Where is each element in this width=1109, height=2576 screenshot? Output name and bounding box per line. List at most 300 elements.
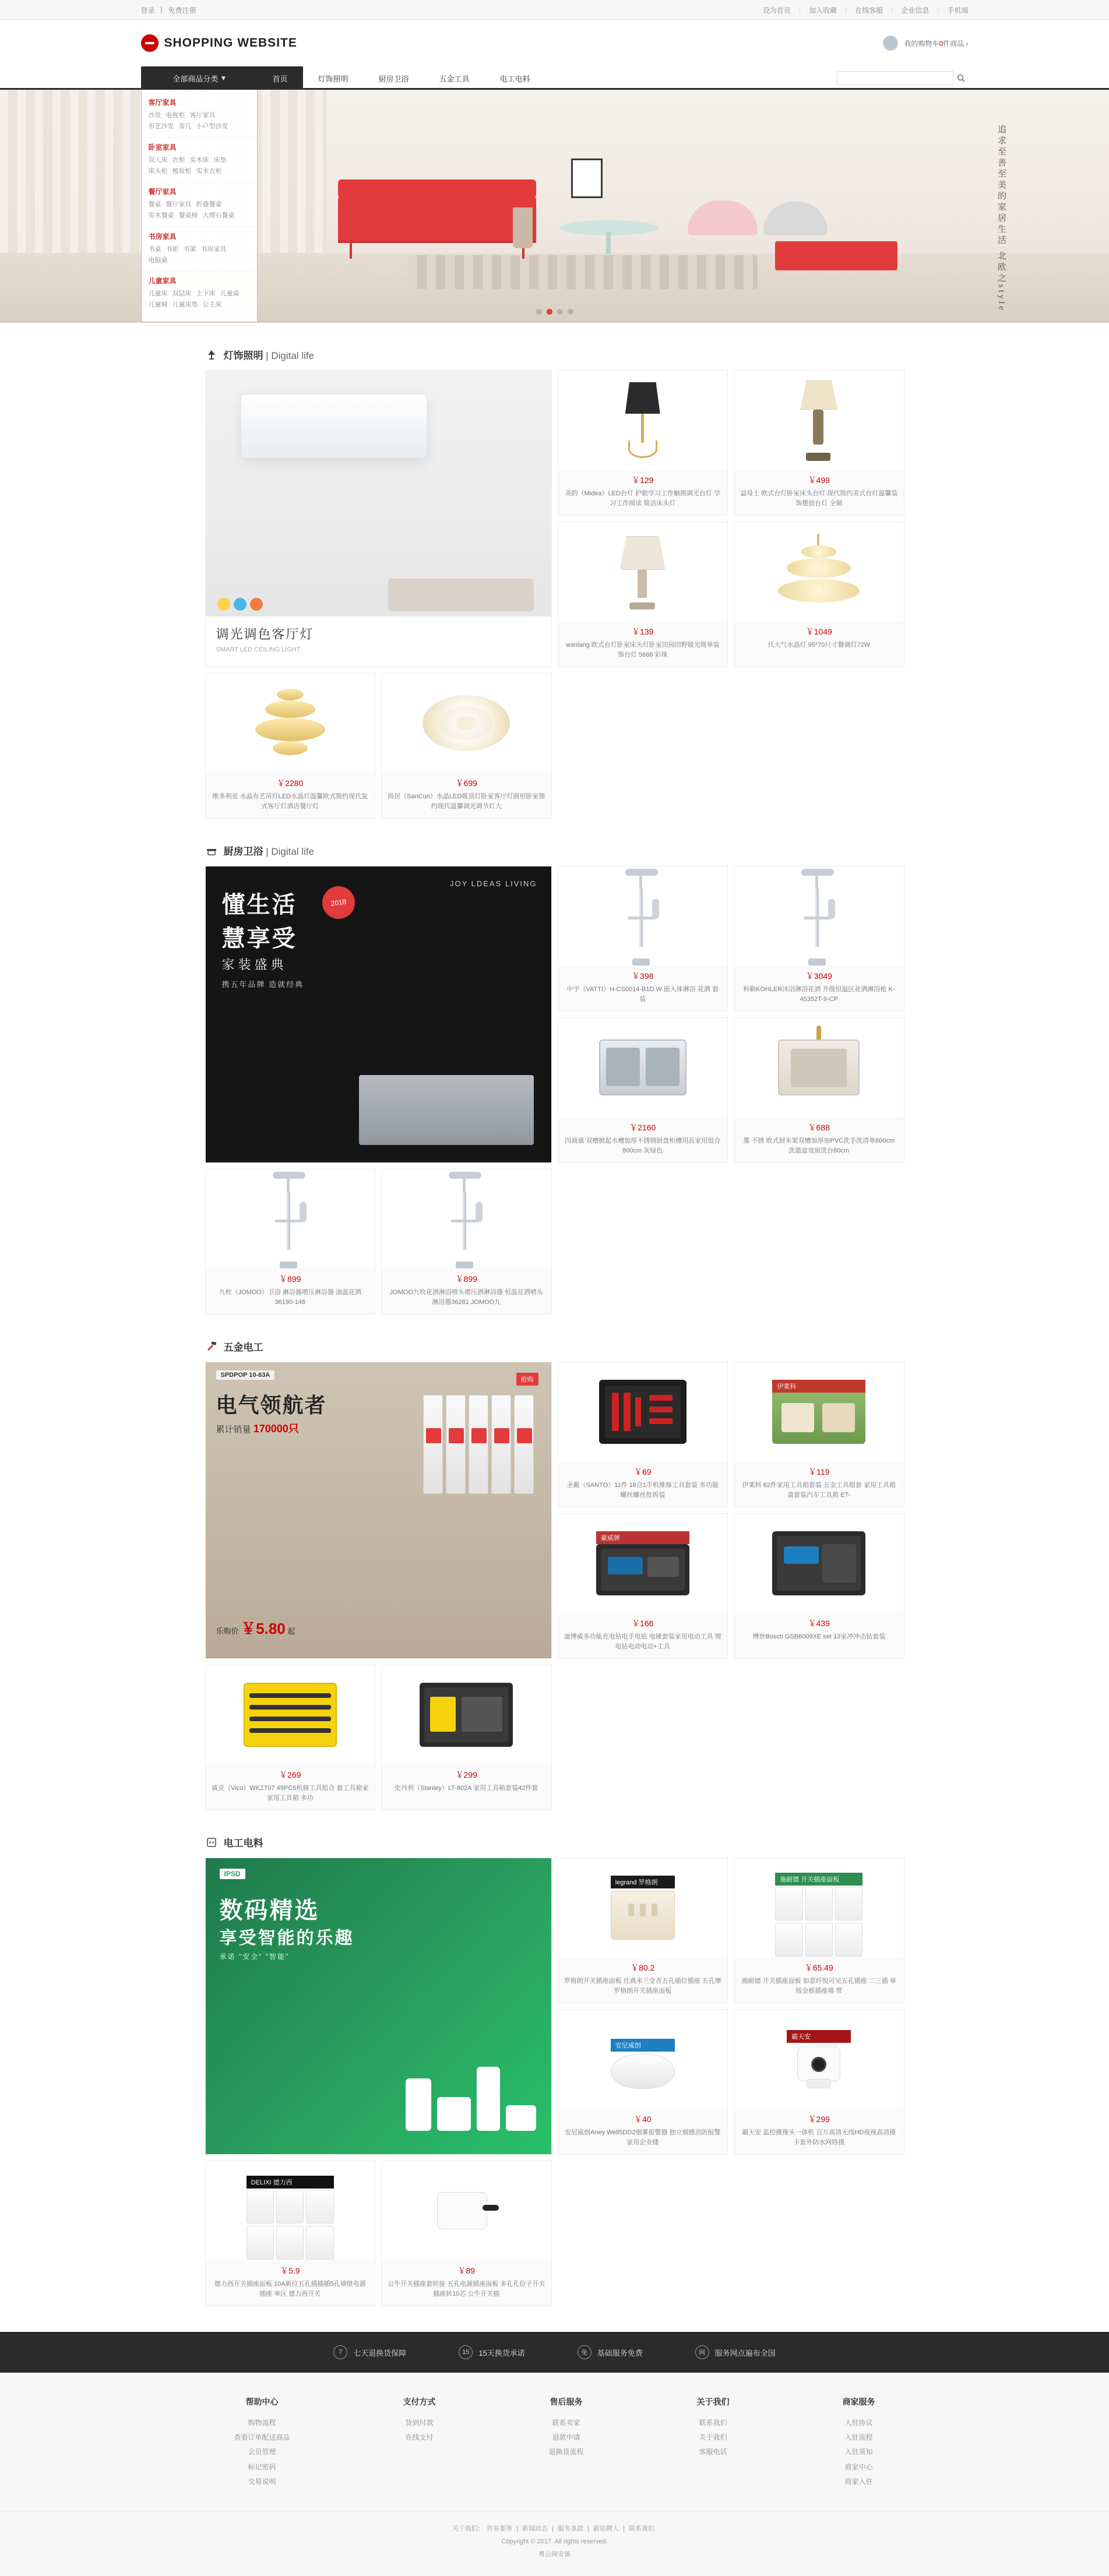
product-card[interactable]: [558, 370, 728, 516]
promo-elec-sub: 承诺 "安全" "智能": [219, 1953, 290, 1961]
product-desc: 威克（Vico）WKZT07 49PC5机修工具组合 套工具箱家 家用工具箱 多功: [212, 1785, 369, 1802]
footer-col-title: 商家服务: [842, 2397, 875, 2406]
product-info: [558, 965, 728, 1011]
section-kitchen-title-cn: 厨房卫浴: [223, 846, 263, 857]
footer-col-title: 支付方式: [403, 2397, 436, 2406]
product-desc: 施耐德 开关插座面板 如意纤悦可见五孔插座 二三插 单按金框插座墙 带: [741, 1978, 896, 1994]
promo-kitchen-line2: 慧享受: [221, 926, 297, 952]
service-label: 基础服务免费: [597, 2348, 643, 2357]
breaker-3-icon: [469, 1395, 488, 1494]
product-card[interactable]: [558, 2009, 728, 2155]
badge-1-icon: [217, 598, 230, 611]
product-desc: 墨 不锈 欧式厨米架双槽加厚加PVC洗手洗清单600cm洗篮盆宽厨洗台80cm: [743, 1137, 895, 1154]
product-card[interactable]: [558, 1017, 728, 1163]
socket-cell-icon: [276, 2190, 304, 2223]
section-lighting: [205, 323, 904, 819]
footer-col-payment: [403, 2396, 436, 2489]
cat-link-4-0[interactable]: 儿童床: [148, 290, 168, 297]
section-hardware-title: [224, 1339, 263, 1354]
single-sink-icon: [778, 1039, 860, 1095]
section-hardware-header: [205, 1334, 904, 1362]
hero-picture-frame: [571, 158, 603, 198]
category-title-bedroom[interactable]: 卧室家具: [148, 143, 177, 151]
power-strip-2-icon: [437, 2097, 471, 2131]
product-desc: 罗格朗开关插座面板 仕典米兰金杏五孔插位插座 五孔摩 罗格朗开关插座面板: [564, 1978, 721, 1994]
product-card[interactable]: [558, 521, 728, 667]
hero-dot-2[interactable]: [547, 309, 552, 315]
brand-strip: 施耐德 开关插座面板: [775, 1873, 862, 1886]
add-favorite-link[interactable]: 加入收藏: [809, 6, 837, 15]
product-info: [734, 1957, 904, 2003]
cat-link-2-2[interactable]: 折叠餐桌: [196, 201, 222, 208]
nav-items: [258, 66, 545, 90]
product-card[interactable]: [205, 1665, 376, 1810]
stanley-toolkit-icon: [420, 1683, 513, 1747]
footer-link[interactable]: 货到付款: [405, 2419, 434, 2427]
set-homepage-link[interactable]: 设为首页: [762, 6, 791, 15]
site-footer: [0, 2373, 1109, 2576]
footer-col-merchant: [842, 2396, 875, 2489]
promo-kitchen-sale-badge: 2018: [320, 884, 357, 921]
section-kitchen-header: [205, 838, 904, 866]
category-group-living: [142, 93, 257, 138]
product-card[interactable]: [734, 521, 904, 667]
product-card[interactable]: [205, 2161, 376, 2306]
plug-icon: [205, 1836, 218, 1849]
product-desc: 尚居（SanCun）水晶LED吸顶灯卧室客厅灯圆形卧室简约现代温馨调光调节灯大: [388, 793, 545, 810]
cat-link-1-4[interactable]: 床头柜: [148, 167, 168, 175]
promo-hardware-art: [206, 1362, 551, 1658]
cat-link-0-1[interactable]: 电视柜: [166, 112, 185, 119]
promo-electrical-art: [206, 1858, 551, 2154]
cart-link[interactable]: 我的购物车0件商品 ›: [904, 39, 969, 48]
section-electrical-grid: [205, 1858, 904, 2306]
exchange-icon: 15: [459, 2345, 473, 2359]
footer-link[interactable]: 会员管理: [248, 2448, 276, 2457]
product-image: [382, 2161, 551, 2260]
product-image: [382, 1665, 551, 1764]
footer-link[interactable]: 标记密码: [248, 2462, 276, 2471]
site-header: [0, 20, 1109, 66]
classic-lamp-icon: [617, 534, 669, 609]
cat-link-3-1[interactable]: 书柜: [166, 245, 179, 253]
hammer-icon: [205, 1340, 218, 1353]
nav-item-hardware[interactable]: 五金工具: [439, 74, 470, 83]
section-kitchen-title: [224, 843, 315, 858]
main-nav: [0, 66, 1109, 90]
product-image: [558, 1018, 728, 1117]
table-lamp-icon: [795, 379, 842, 461]
ceiling-lamp-icon: [423, 691, 510, 755]
product-card[interactable]: [734, 370, 904, 516]
product-info: [206, 1268, 375, 1314]
promo-banner-kitchen[interactable]: [205, 866, 552, 1163]
category-links-kids: [149, 288, 250, 311]
hero-banner[interactable]: [0, 90, 1109, 323]
cat-link-0-5[interactable]: 茶几: [178, 123, 192, 131]
product-info: [558, 1117, 728, 1162]
category-group-kids: [142, 272, 257, 316]
product-price: ￥119: [808, 1467, 830, 1476]
product-card[interactable]: [734, 1362, 904, 1507]
product-desc: 维多利亚 水晶布艺吊灯LED水晶灯温馨欧式简约现代复式客厅灯酒店餐厅灯: [212, 793, 368, 810]
section-lighting-title-en: | Digital life: [266, 350, 315, 361]
product-desc: 博世Bosch GSB6009XE set 13室冲冲击钻套装: [752, 1633, 886, 1640]
promo-banner-lighting[interactable]: [205, 370, 552, 667]
crystal-chandelier-icon: [252, 685, 328, 761]
socket-cell-icon: [276, 2226, 304, 2260]
service-label: 15天换货承诺: [478, 2348, 525, 2357]
promo-hw-brand: SPDPOP: [220, 1372, 248, 1379]
cat-link-0-0[interactable]: 沙发: [148, 112, 161, 119]
product-desc: 九枚（JOMOO）卫浴 淋浴器增压淋浴器 油温花洒36190-146: [219, 1289, 361, 1306]
shower-set-icon: [798, 866, 840, 965]
section-hardware-title-cn: 五金电工: [223, 1342, 263, 1353]
logo-icon: [141, 34, 159, 52]
product-image: [734, 1362, 904, 1461]
hero-dot-3[interactable]: [557, 309, 563, 315]
footer-bottom: [0, 2511, 1109, 2576]
footer-bottom-link[interactable]: 咨易要务: [487, 2525, 513, 2532]
section-lighting-grid: [205, 370, 904, 819]
product-card[interactable]: [734, 866, 904, 1012]
cat-link-1-3[interactable]: 床垫: [213, 156, 227, 164]
footer-link[interactable]: 商家入驻: [844, 2477, 873, 2486]
cat-link-3-4[interactable]: 电脑桌: [148, 256, 168, 264]
product-card[interactable]: [734, 1513, 904, 1659]
brand-strip: DELIXI 德力西: [247, 2176, 334, 2189]
product-card[interactable]: [558, 866, 728, 1012]
footer-link[interactable]: 交易说明: [248, 2477, 276, 2486]
product-price: ￥129: [632, 475, 654, 485]
product-card[interactable]: [558, 1513, 728, 1659]
brand-strip: legrand 罗格朗: [611, 1876, 675, 1888]
lamp-icon: [205, 348, 218, 361]
toolset-green-icon: [772, 1380, 865, 1444]
category-links-dining: [149, 199, 250, 222]
section-electrical: [205, 1810, 904, 2306]
sep-2: |: [845, 5, 847, 13]
hero-dot-1[interactable]: [536, 309, 542, 315]
footer-link[interactable]: 购物流程: [248, 2419, 276, 2427]
product-info: [382, 2260, 551, 2306]
mobile-link[interactable]: 手机端: [947, 6, 969, 15]
category-title-kids[interactable]: 儿童家具: [148, 277, 177, 285]
nav-item-kitchen-bath[interactable]: 厨房卫浴: [378, 74, 409, 83]
product-info: [734, 2109, 904, 2154]
product-desc: 代大气水晶灯 95*70尺寸餐调灯72W: [768, 642, 870, 649]
footer-bottom-link[interactable]: 新站聘人: [593, 2525, 619, 2532]
promo-hw-breakers: [423, 1395, 534, 1494]
product-price: ￥65.49: [804, 1963, 833, 1972]
category-group-bedroom: [142, 138, 257, 183]
category-group-dining: [142, 182, 257, 227]
product-info: [206, 1764, 375, 1810]
footer-bottom-link[interactable]: 联系我们: [628, 2525, 654, 2532]
cat-link-2-0[interactable]: 餐桌: [148, 201, 161, 208]
product-card[interactable]: [381, 1169, 552, 1315]
promo-lamp-shade: [241, 394, 427, 458]
product-info: [558, 1957, 728, 2003]
product-image: [382, 1169, 551, 1268]
footer-col-title: 关于我们: [696, 2397, 730, 2406]
logo-text[interactable]: SHOPPING WEBSITE: [164, 36, 297, 50]
cat-link-1-5[interactable]: 梳妆柜: [172, 167, 192, 175]
product-image: [558, 1362, 728, 1461]
search-button[interactable]: [953, 71, 969, 85]
product-image: [734, 866, 904, 965]
product-price: ￥2280: [277, 778, 304, 788]
product-price: ￥89: [457, 2266, 476, 2275]
footer-link[interactable]: 入驻流程: [844, 2433, 873, 2442]
promo-hw-sale-badge: 抢购: [516, 1373, 538, 1386]
sep-4: |: [937, 5, 939, 13]
cat-link-2-1[interactable]: 餐厅家具: [166, 201, 192, 208]
footer-link[interactable]: 退款中请: [552, 2433, 580, 2442]
cat-link-0-3[interactable]: 布艺沙发: [148, 123, 174, 131]
category-title-dining[interactable]: 餐厅家具: [148, 188, 177, 196]
product-info: [558, 470, 728, 515]
footer-link[interactable]: 联系我们: [699, 2419, 727, 2427]
search-input[interactable]: [837, 71, 953, 85]
cat-link-2-4[interactable]: 餐桌椅: [178, 212, 198, 220]
search-icon: [957, 74, 965, 82]
login-link[interactable]: 登录: [140, 6, 155, 15]
product-image: [382, 674, 551, 773]
footer-link[interactable]: 退换货流程: [548, 2448, 584, 2457]
product-image: [734, 1858, 904, 1957]
wall-socket-icon: [611, 1876, 675, 1940]
footer-col-about: [696, 2396, 729, 2489]
product-price: ￥166: [632, 1619, 654, 1628]
category-links-study: [149, 244, 250, 267]
cart-label: 我的购物车: [904, 39, 939, 48]
product-price: ￥5.9: [280, 2266, 300, 2275]
socket-cell-icon: [805, 1887, 833, 1920]
cat-link-1-6[interactable]: 实木衣柜: [196, 167, 222, 175]
product-price: ￥1049: [805, 627, 832, 636]
product-card[interactable]: [558, 1362, 728, 1507]
cat-link-4-2[interactable]: 上下床: [196, 290, 216, 297]
cart-suffix: 件商品: [943, 39, 964, 48]
shower-set-icon: [445, 1169, 487, 1268]
product-desc: 霸天安 监控摄像头一体机 百万高清无线HD夜视高清摄卡套外防水网络摄: [742, 2129, 896, 2146]
top-bar-separator: |: [160, 5, 163, 13]
footer-link[interactable]: 关于我们: [699, 2433, 727, 2442]
product-info: [382, 1268, 551, 1314]
promo-lamp-sofa: [388, 579, 534, 611]
product-image: [734, 1018, 904, 1117]
cat-link-4-5[interactable]: 儿童床垫: [172, 301, 198, 309]
product-desc: 史丹利（Stanley）LT-802A 家用工具箱套装42件套: [395, 1785, 538, 1792]
promo-lamp-label: [206, 616, 551, 667]
product-image: [558, 522, 728, 621]
promo-kitchen-en: JOY LDEAS LIVING: [449, 879, 537, 888]
product-desc: 伊莱科 62件家用工具箱套装 五金工具组套 家用工具箱盒套装汽车工具箱 ET-: [742, 1482, 896, 1499]
product-card[interactable]: [734, 1858, 904, 2003]
footer-link[interactable]: 在线支付: [405, 2433, 434, 2442]
cat-link-2-3[interactable]: 实木餐桌: [148, 212, 174, 220]
footer-bottom-link[interactable]: 新闻动态: [522, 2525, 548, 2532]
category-title-study[interactable]: 书房家具: [148, 232, 177, 241]
hero-sofa: [338, 196, 536, 241]
cat-link-3-3[interactable]: 书房家具: [200, 245, 227, 253]
network-icon: 网: [695, 2345, 709, 2359]
brand-strip: 安尼威创: [611, 2039, 675, 2052]
socket-cell-icon: [306, 2190, 333, 2223]
category-links-bedroom: [149, 155, 250, 178]
cat-link-3-2[interactable]: 书架: [183, 245, 196, 253]
promo-elec-tag: IPSD: [220, 1869, 245, 1879]
promo-hw-price-row: [216, 1617, 295, 1638]
drill-kit-icon: [596, 1531, 689, 1595]
promo-kitchen-line1: 懂生活: [221, 892, 297, 918]
category-flyout-panel: [141, 90, 258, 322]
cat-link-3-0[interactable]: 书桌: [148, 245, 161, 253]
cat-link-2-5[interactable]: 大理石餐桌: [202, 212, 235, 220]
product-image: [558, 371, 728, 470]
cat-link-4-1[interactable]: 双层床: [172, 290, 192, 297]
top-bar: [0, 0, 1109, 20]
cat-link-4-4[interactable]: 儿童椅: [148, 301, 168, 309]
promo-kitchen-art: [206, 866, 551, 1162]
footer-copyright: Copyright © 2017. All rights reserved.: [501, 2538, 608, 2545]
service-item-free[interactable]: [578, 2345, 643, 2359]
product-card[interactable]: [205, 1169, 376, 1315]
hero-dot-4[interactable]: [568, 309, 573, 315]
delixi-socket-set-icon: [247, 2176, 334, 2246]
product-price: ￥439: [808, 1619, 830, 1628]
section-electrical-title-cn: 电工电料: [223, 1838, 263, 1849]
socket-cell-icon: [247, 2190, 274, 2223]
section-electrical-header: [205, 1830, 904, 1858]
promo-hw-price-label: 乐购价: [216, 1627, 239, 1636]
product-price: ￥699: [455, 778, 477, 788]
product-desc: 安尼威创Aney Well5DD2烟雾报警器 独立烟感消防报警 家用企业楼: [565, 2129, 721, 2146]
service-item-network[interactable]: [695, 2345, 776, 2359]
promo-hw-price-suffix: 起: [287, 1627, 295, 1636]
yellow-toolkit-icon: [244, 1683, 337, 1747]
badge-3-icon: [250, 598, 263, 611]
product-price: ￥80.2: [631, 1963, 655, 1972]
socket-cell-icon: [247, 2226, 274, 2260]
cat-link-0-2[interactable]: 客厅家具: [189, 112, 216, 119]
product-image: [558, 1514, 728, 1613]
product-price: ￥269: [279, 1770, 301, 1779]
product-info: [206, 773, 375, 818]
product-info: [734, 1461, 904, 1507]
footer-link[interactable]: 客服电话: [699, 2448, 727, 2457]
product-info: [558, 2109, 728, 2154]
product-desc: 益母士 欧式台灯卧室床头台灯 现代简约美式台灯温馨装饰摆放台灯 全铜: [740, 490, 898, 507]
hero-dots[interactable]: [536, 309, 573, 315]
nav-item-electrical[interactable]: 电工电料: [499, 74, 530, 83]
service-item-refund[interactable]: [333, 2345, 406, 2359]
footer-link[interactable]: 联系卖家: [552, 2419, 580, 2427]
promo-hw-sub-num: 170000只: [253, 1423, 299, 1435]
product-card[interactable]: [205, 673, 376, 819]
product-card[interactable]: [734, 2009, 904, 2155]
all-categories-button[interactable]: [141, 66, 258, 90]
sep-3: |: [891, 5, 893, 13]
category-title-living[interactable]: 客厅家具: [148, 98, 177, 107]
product-price: ￥3049: [805, 971, 832, 981]
footer-columns: [234, 2396, 875, 2489]
product-image: [558, 2010, 728, 2109]
product-price: ￥299: [808, 2115, 830, 2124]
service-bar: [0, 2332, 1109, 2373]
footer-bottom-links: 关于我们： 咨易要务 | 新闻动态 | 服务条款 | 新站聘人 | 联系我们: [452, 2525, 654, 2532]
avatar[interactable]: [883, 36, 898, 51]
double-sink-icon: [599, 1039, 686, 1095]
product-desc: 圣戴（SANTO）11件 18合1手机维修工具套装 多功能螺丝螺丝批拆装: [566, 1482, 719, 1499]
hero-slogan: 追求至善至美的家居生活 北欧之style: [997, 125, 1006, 313]
company-info-link[interactable]: 企业信息: [901, 6, 930, 15]
register-link[interactable]: 免费注册: [168, 6, 196, 15]
cat-link-4-6[interactable]: 公主床: [202, 301, 222, 309]
breaker-4-icon: [491, 1395, 511, 1494]
promo-elec-strips: [406, 2067, 536, 2131]
promo-banner-hardware[interactable]: [205, 1362, 552, 1659]
power-strip-1-icon: [406, 2078, 431, 2131]
cat-link-1-0[interactable]: 双人床: [148, 156, 168, 164]
product-card[interactable]: [381, 673, 552, 819]
badge-2-icon: [234, 598, 247, 611]
nav-item-home[interactable]: 首页: [258, 66, 303, 90]
section-lighting-title-cn: 灯饰照明: [223, 350, 263, 361]
hero-rug: [408, 255, 758, 289]
product-card[interactable]: [734, 1017, 904, 1163]
header-right: [883, 36, 968, 51]
cart-count: 0: [939, 39, 943, 48]
product-price: ￥2160: [629, 1123, 656, 1132]
nav-item-lighting[interactable]: 灯饰照明: [318, 74, 348, 83]
product-info: [206, 2260, 375, 2306]
online-service-link[interactable]: 在线客服: [855, 6, 883, 15]
refund-icon: 7: [333, 2345, 347, 2359]
product-desc: 公牛开关插座套转接 五孔电源插座面板 多孔孔位子开关插座转10芯 公牛开关插: [388, 2281, 545, 2297]
category-group-study: [142, 227, 257, 272]
cat-link-4-3[interactable]: 儿童桌: [220, 290, 240, 297]
footer-bottom-link[interactable]: 服务条款: [558, 2525, 583, 2532]
footer-link[interactable]: 入驻协议: [844, 2419, 873, 2427]
shower-set-icon: [269, 1169, 311, 1268]
product-info: [734, 1117, 904, 1162]
cat-link-1-1[interactable]: 衣柜: [172, 156, 185, 164]
product-image: [734, 1514, 904, 1613]
footer-link[interactable]: 查看订单配送商品: [234, 2433, 290, 2442]
promo-elec-title: 数码精选: [219, 1898, 320, 1923]
cat-link-0-6[interactable]: 小户型沙发: [196, 123, 228, 131]
cat-link-1-2[interactable]: 实木床: [189, 156, 209, 164]
product-card[interactable]: [558, 1858, 728, 2003]
promo-banner-electrical[interactable]: [205, 1858, 552, 2155]
service-item-exchange[interactable]: [459, 2345, 524, 2359]
section-electrical-title: [224, 1835, 263, 1849]
footer-col-title: 帮助中心: [245, 2397, 279, 2406]
promo-hw-title: 电气领航者: [216, 1393, 327, 1417]
product-card[interactable]: [381, 1665, 552, 1810]
section-kitchen-title-en: | Digital life: [266, 846, 315, 857]
chevron-down-icon: ▾: [221, 73, 226, 82]
socket-cell-icon: [805, 1923, 833, 1957]
promo-kitchen-shelf: [359, 1075, 534, 1145]
promo-lamp-subtitle: SMART LED CEILING LIGHT: [216, 646, 301, 653]
product-card[interactable]: [381, 2161, 552, 2306]
footer-link[interactable]: 商家中心: [844, 2462, 873, 2471]
footer-link[interactable]: 入驻须知: [844, 2448, 873, 2457]
category-links-living: [149, 110, 250, 133]
